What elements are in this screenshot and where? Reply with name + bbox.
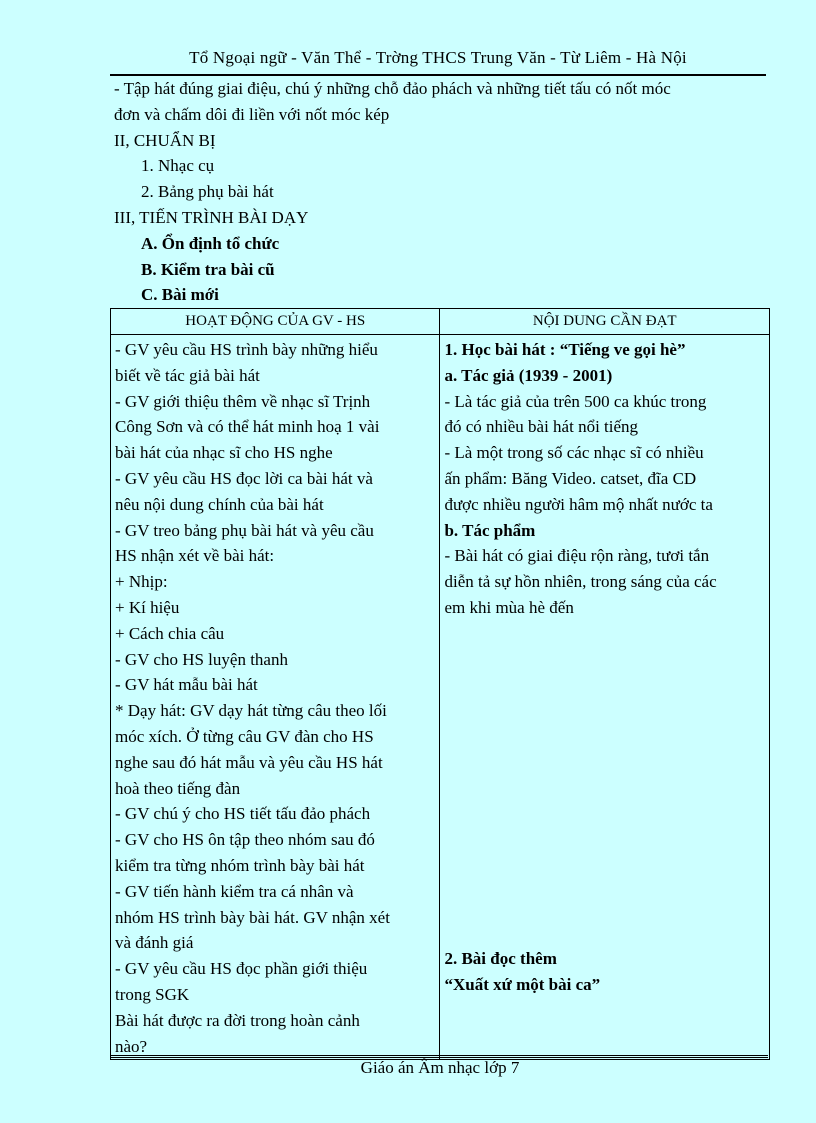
content-line: a. Tác giả (1939 - 2001) [444,365,613,385]
activity-line: nào? [115,1036,148,1056]
step-c: C. Bài mới [141,285,219,305]
activity-line: + Cách chia câu [115,623,225,643]
content-cell [440,335,770,1060]
content-line: - Là tác giả của trên 500 ca khúc trong [444,391,707,411]
page-footer: Giáo án Âm nhạc lớp 7 [360,1058,520,1077]
content-line: 2. Bài đọc thêm [444,948,557,968]
lesson-table [110,308,770,1060]
content-line: được nhiều người hâm mộ nhất nước ta [444,494,713,514]
activity-line: * Dạy hát: GV dạy hát từng câu theo lối [115,701,387,721]
activity-line: - GV yêu cầu HS đọc phần giới thiệu [115,959,368,979]
section-3-title: III, TIẾN TRÌNH BÀI DẠY [114,207,309,227]
page-header: Tổ Ngoại ngữ - Văn Thể - Trờng THCS Trung Văn - Từ Liêm - Hà Nội [189,48,687,67]
table-row [111,335,770,1060]
activity-line: bài hát của nhạc sĩ cho HS nghe [115,443,333,463]
step-b: B. Kiểm tra bài cũ [141,259,275,279]
activity-line: - GV cho HS ôn tập theo nhóm sau đó [115,830,375,850]
header-activities: HOẠT ĐỘNG CỦA GV - HS [111,309,440,335]
content-line: đó có nhiều bài hát nổi tiếng [444,417,639,437]
activity-line: - GV treo bảng phụ bài hát và yêu cầu [115,520,374,540]
activity-line: kiểm tra từng nhóm trình bày bài hát [115,855,365,875]
content-line: - Bài hát có giai điệu rộn ràng, tươi tắn [444,546,710,566]
activity-line: và đánh giá [115,933,194,953]
content-line: diễn tả sự hồn nhiên, trong sáng của các [444,572,717,592]
activity-line: - GV cho HS luyện thanh [115,649,288,669]
content-line: ấn phẩm: Băng Video. catset, đĩa CD [444,468,697,488]
activity-line: - GV chú ý cho HS tiết tấu đảo phách [115,804,371,824]
activity-line: nghe sau đó hát mẫu và yêu cầu HS hát [115,752,383,772]
section-2-title: II, CHUẨN BỊ [114,130,216,150]
activity-line: + Nhịp: [115,572,168,592]
header-content: NỘI DUNG CẦN ĐẠT [440,309,770,335]
activities-lines [115,337,435,1059]
content-gap [444,621,765,946]
content-lines-top [444,337,765,621]
activity-line: nhóm HS trình bày bài hát. GV nhận xét [115,907,390,927]
content-line: em khi mùa hè đến [444,597,574,617]
prep-item-2: 2. Bảng phụ bài hát [141,182,274,202]
activity-line: - GV giới thiệu thêm về nhạc sĩ Trịnh [115,391,371,411]
activity-line: trong SGK [115,984,190,1004]
activity-line: móc xích. Ở từng câu GV đàn cho HS [115,726,374,746]
content-line: b. Tác phẩm [444,520,536,540]
activity-line: - GV hát mẫu bài hát [115,675,258,695]
prep-item-1: 1. Nhạc cụ [141,156,215,176]
activity-line: hoà theo tiếng đàn [115,778,241,798]
content-lines-bottom [444,946,765,998]
activity-line: - GV yêu cầu HS trình bày những hiểu [115,340,378,359]
content-line: - Là một trong số các nhạc sĩ có nhiều [444,443,704,463]
activity-line: nêu nội dung chính của bài hát [115,494,324,514]
content-line: “Xuất xứ một bài ca” [444,974,601,994]
activity-line: HS nhận xét về bài hát: [115,546,275,566]
activity-line: + Kí hiệu [115,597,180,617]
step-a: A. Ổn định tổ chức [141,233,280,253]
objective-line-2: đơn và chấm dôi đi liền với nốt móc kép [114,104,390,124]
activity-line: Công Sơn và có thể hát minh hoạ 1 vài [115,417,380,437]
lesson-intro [114,76,764,308]
table-header-row [111,309,770,335]
content-line: 1. Học bài hát : “Tiếng ve gọi hè” [444,340,686,359]
activities-cell [111,335,440,1060]
activity-line: Bài hát được ra đời trong hoàn cảnh [115,1010,360,1030]
activity-line: - GV yêu cầu HS đọc lời ca bài hát và [115,468,373,488]
objective-line-1: - Tập hát đúng giai điệu, chú ý những chỗ đảo phách và những tiết tấu có nốt móc [114,79,671,98]
activity-line: - GV tiến hành kiểm tra cá nhân và [115,881,354,901]
activity-line: biết về tác giả bài hát [115,365,260,385]
